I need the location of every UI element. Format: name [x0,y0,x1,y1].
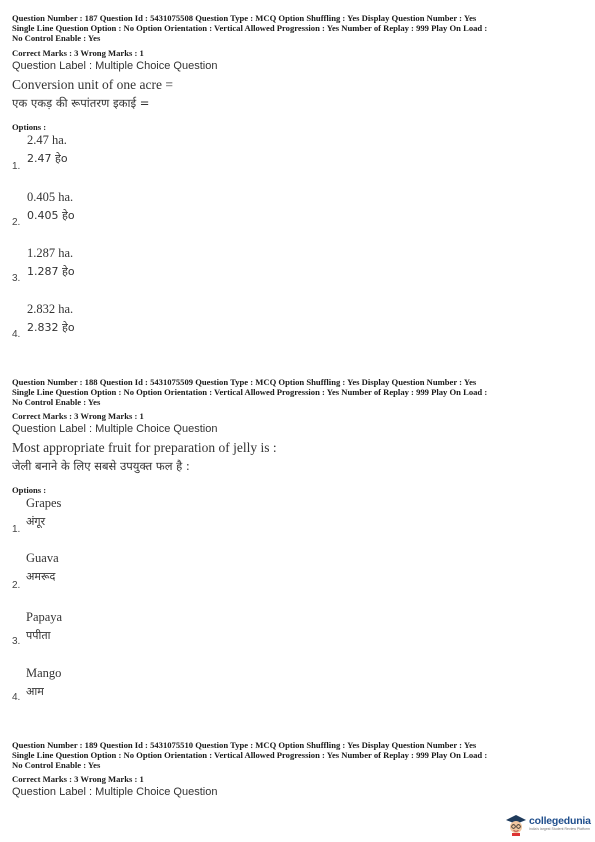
question-meta [12,377,587,407]
meta-line: Single Line Question Option : No Option Orientation : Vertical Allowed Progression : Yes Number of Replay : 999 Play On Load : [12,23,488,33]
options-label: Options : [12,485,47,495]
collegedunia-logo [504,814,590,836]
option-text-en: 2.832 ha. [27,302,74,316]
options-label: Options : [12,122,47,132]
logo-tagline: India's largest Student Review Platform [529,827,590,831]
question-label: Question Label : Multiple Choice Question [12,423,218,435]
option-number: 3. [12,636,21,647]
option-text-hi: 1.287 हेo [27,265,75,278]
option-number: 4. [12,692,21,703]
meta-line: Single Line Question Option : No Option Orientation : Vertical Allowed Progression : Yes Number of Replay : 999 Play On Load : [12,750,488,760]
question-text-en: Conversion unit of one acre = [12,77,173,92]
option-number: 1. [12,161,21,172]
option-text-en: Papaya [26,610,63,624]
meta-line: Question Number : 187 Question Id : 5431075508 Question Type : MCQ Option Shuffling : Yes Display Question Number : Yes [12,13,477,23]
option-number: 2. [12,580,21,591]
question-label: Question Label : Multiple Choice Question [12,60,218,72]
marks-line: Correct Marks : 3 Wrong Marks : 1 [12,411,144,421]
logo-name: collegedunia [529,815,591,827]
option-number: 2. [12,217,21,228]
meta-line: Single Line Question Option : No Option Orientation : Vertical Allowed Progression : Yes Number of Replay : 999 Play On Load : [12,387,488,397]
option-text-hi: अंगूर [26,515,46,528]
meta-line: No Control Enable : Yes [12,760,101,770]
option-number: 4. [12,329,21,340]
marks-line: Correct Marks : 3 Wrong Marks : 1 [12,774,144,784]
option-text-hi: 0.405 हेo [27,209,75,222]
meta-line: Question Number : 189 Question Id : 5431075510 Question Type : MCQ Option Shuffling : Yes Display Question Number : Yes [12,740,477,750]
option-text-hi: अमरूद [26,570,56,583]
option-number: 1. [12,524,21,535]
question-meta [12,740,587,770]
question-text-en: Most appropriate fruit for preparation of jelly is : [12,440,277,455]
question-label: Question Label : Multiple Choice Question [12,786,218,798]
marks-line: Correct Marks : 3 Wrong Marks : 1 [12,48,144,58]
option-text-hi: पपीता [26,629,51,642]
option-text-hi: आम [26,685,44,698]
option-text-hi: 2.47 हेo [27,152,68,165]
question-meta [12,13,587,43]
meta-line: No Control Enable : Yes [12,33,101,43]
option-text-en: 1.287 ha. [27,246,74,260]
option-text-en: Grapes [26,496,62,510]
option-text-en: Guava [26,551,59,565]
option-text-en: Mango [26,666,62,680]
mascot-icon [504,814,528,836]
option-number: 3. [12,273,21,284]
option-text-en: 2.47 ha. [27,133,67,147]
question-text-hi: जेली बनाने के लिए सबसे उपयुक्त फल है : [12,459,190,473]
meta-line: No Control Enable : Yes [12,397,101,407]
meta-line: Question Number : 188 Question Id : 5431075509 Question Type : MCQ Option Shuffling : Yes Display Question Number : Yes [12,377,477,387]
option-text-en: 0.405 ha. [27,190,74,204]
option-text-hi: 2.832 हेo [27,321,75,334]
question-text-hi: एक एकड़ की रूपांतरण इकाई = [12,96,150,110]
